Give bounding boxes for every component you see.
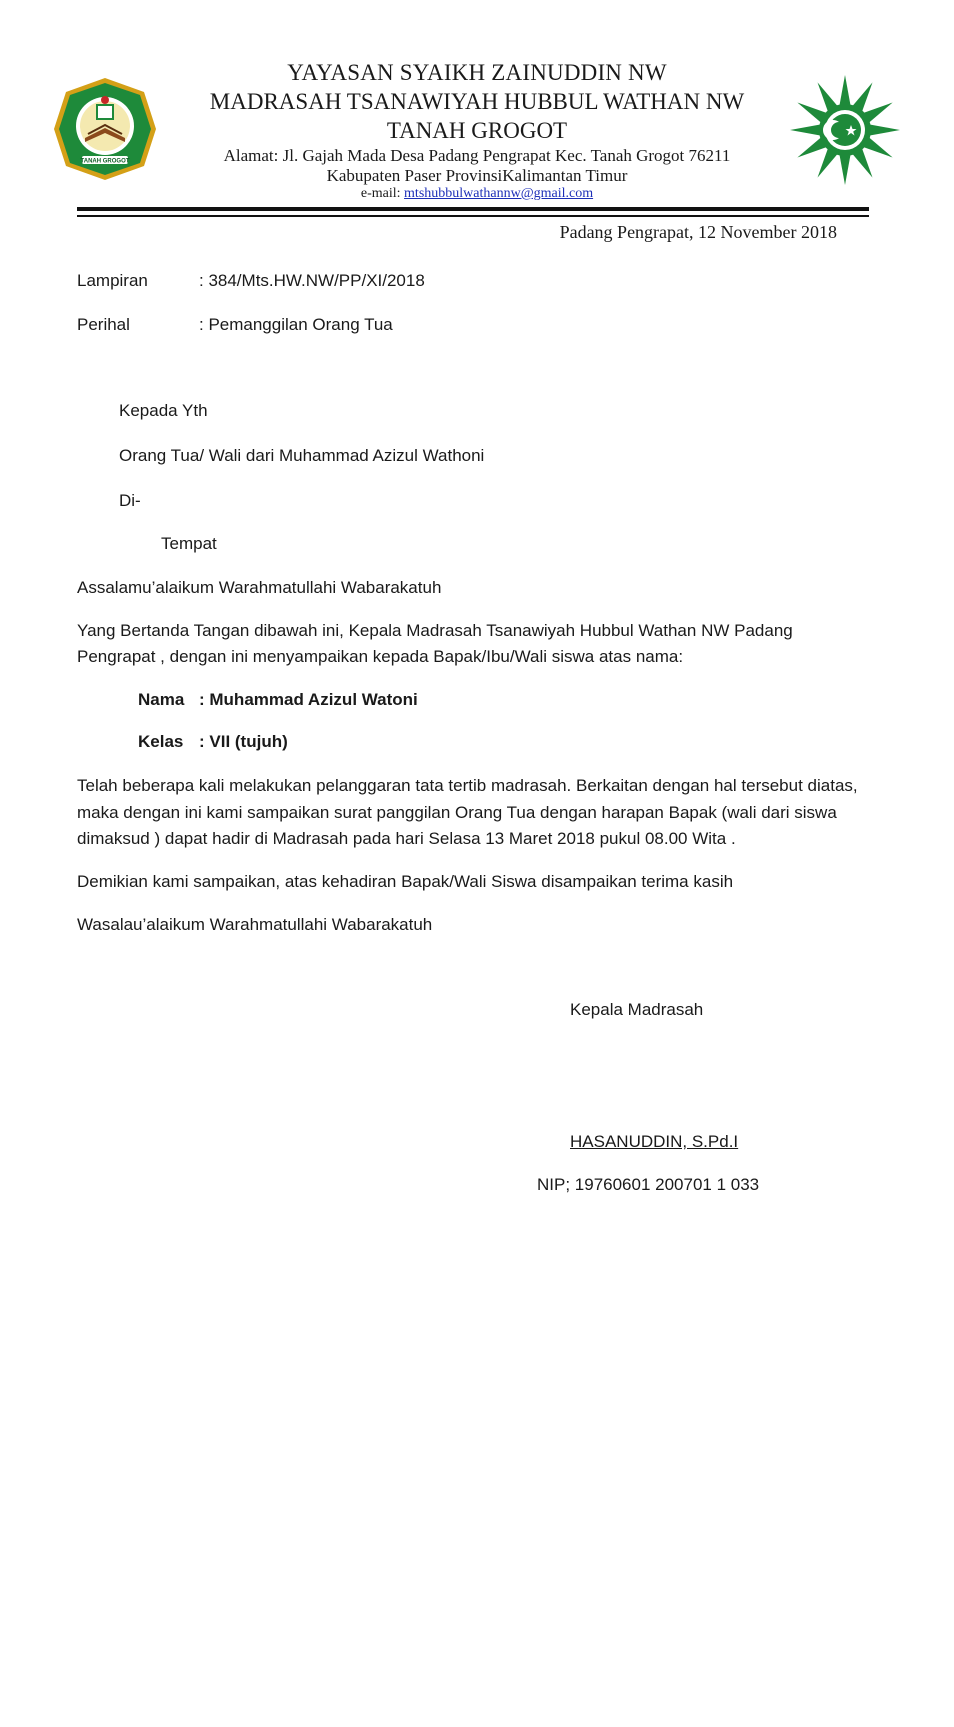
foundation-name: YAYASAN SYAIKH ZAINUDDIN NW [287, 60, 667, 85]
body-line-1: Telah beberapa kali melakukan pelanggaran tata tertib madrasah. Berkaitan dengan hal tersebut diatas, [77, 776, 858, 795]
letterhead-divider-thick [77, 207, 869, 211]
email-label: e-mail: [360, 186, 405, 201]
signature-name: HASANUDDIN, S.Pd.I [570, 1132, 739, 1151]
recipient-di: Di- [119, 491, 141, 510]
email-link[interactable]: mtshubbulwathannw@gmail.com [404, 186, 594, 201]
student-class-value: : VII (tujuh) [199, 732, 288, 751]
letterhead-divider-thin [77, 215, 869, 217]
signature-title: Kepala Madrasah [570, 1000, 704, 1019]
school-location: TANAH GROGOT [386, 118, 568, 143]
lampiran-label: Lampiran [77, 271, 148, 290]
intro-line-1: Yang Bertanda Tangan dibawah ini, Kepala Madrasah Tsanawiyah Hubbul Wathan NW Padang [77, 621, 793, 640]
school-address: Alamat: Jl. Gajah Mada Desa Padang Pengrapat Kec. Tanah Grogot 76211 [223, 146, 731, 165]
body-line-2: maka dengan ini kami sampaikan surat panggilan Orang Tua dengan harapan Bapak (wali dari siswa [77, 803, 837, 822]
intro-line-2: Pengrapat , dengan ini menyampaikan kepada Bapak/Ibu/Wali siswa atas nama: [77, 647, 684, 666]
recipient-salutation: Kepada Yth [119, 401, 208, 420]
lampiran-value: : 384/Mts.HW.NW/PP/XI/2018 [199, 271, 425, 290]
student-class-label: Kelas [138, 732, 184, 751]
student-name-label: Nama [138, 690, 185, 709]
logo-caption: TANAH GROGOT [80, 158, 130, 165]
perihal-value: : Pemanggilan Orang Tua [199, 315, 393, 334]
school-name: MADRASAH TSANAWIYAH HUBBUL WATHAN NW [209, 89, 745, 114]
perihal-label: Perihal [77, 315, 130, 334]
letter-date: Padang Pengrapat, 12 November 2018 [559, 222, 837, 242]
recipient-place: Tempat [161, 534, 217, 553]
greeting: Assalamu’alaikum Warahmatullahi Wabarakatuh [77, 578, 442, 597]
signature-nip: NIP; 19760601 200701 1 033 [537, 1175, 760, 1194]
school-email [0, 186, 954, 202]
closing-salam: Wasalau’alaikum Warahmatullahi Wabarakatuh [77, 915, 433, 934]
body-line-3: dimaksud ) dapat hadir di Madrasah pada hari Selasa 13 Maret 2018 pukul 08.00 Wita . [77, 829, 736, 848]
student-name-value: : Muhammad Azizul Watoni [199, 690, 418, 709]
school-region: Kabupaten Paser ProvinsiKalimantan Timur [326, 166, 628, 185]
recipient-name: Orang Tua/ Wali dari Muhammad Azizul Wathoni [119, 446, 485, 465]
closing: Demikian kami sampaikan, atas kehadiran Bapak/Wali Siswa disampaikan terima kasih [77, 872, 734, 891]
